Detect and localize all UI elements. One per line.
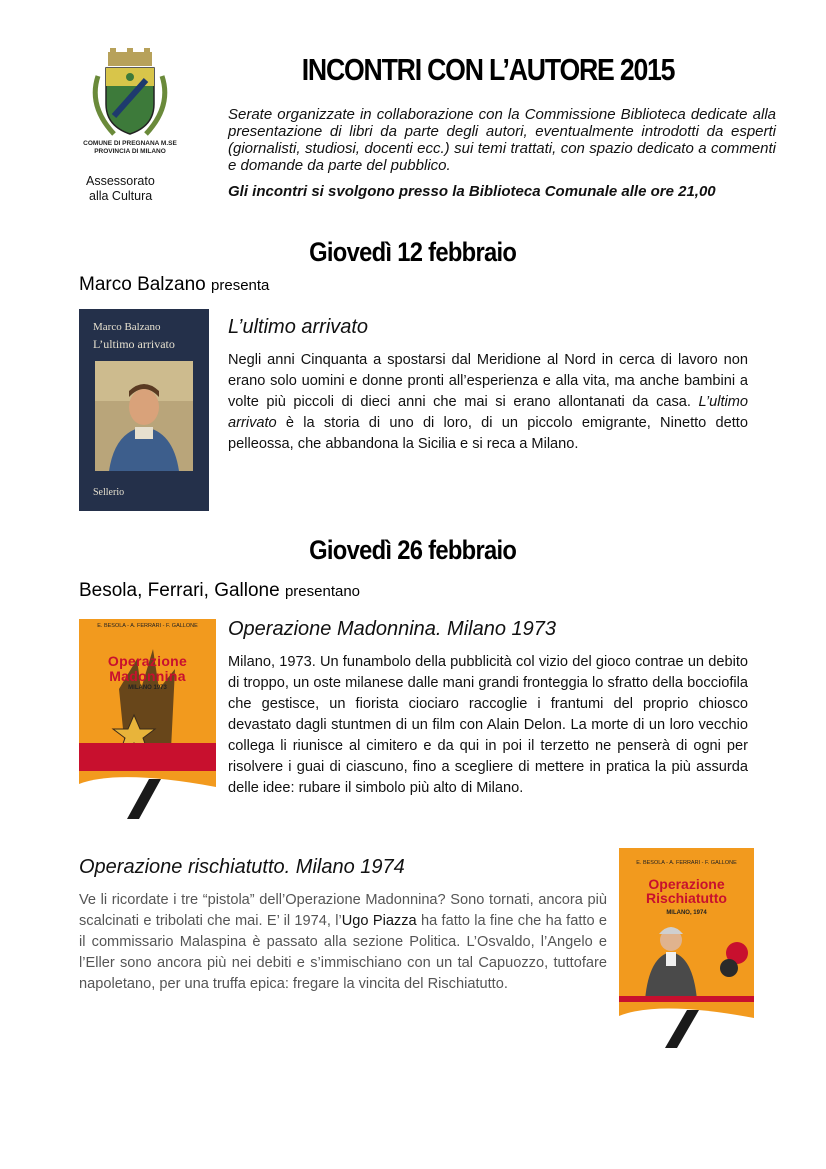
- event2-author1: Besola: [79, 580, 138, 601]
- cover2-title-line2: Madonnina: [109, 668, 186, 684]
- event2-book2-text-after: ha fatto la fine che ha fatto e il commissario Malaspina è passato alla sezione Politica. L’Osvaldo, l’Angelo e l’Eller sono ancora più nei debiti e s’immischiano con un tal Capuozzo, tuttofare napoletano, per una truffa epica: fregare la vincita del Rischiatutto.: [79, 913, 607, 992]
- coat-caption-line1: COMUNE DI PREGNANA M.SE: [83, 140, 177, 147]
- assessorato-line2: alla Cultura: [89, 189, 153, 203]
- assessorato-line1: Assessorato: [86, 174, 155, 188]
- event2-book2-title: Operazione rischiatutto. Milano 1974: [79, 856, 405, 878]
- event2-book2-text-before: Ve li ricordate i tre “pistola” dell’Operazione Madonnina? Sono tornati, ancora più scalcinati e tribolati che mai. E’ il 1974, l’: [79, 892, 607, 929]
- event1-text-before: Negli anni Cinquanta a spostarsi dal Meridione al Nord in cerca di lavoro non erano solo uomini e donne pronti all’esperienza e alla vita, ma anche bambini a volte più piccoli di dieci anni che mai si erano allontanati da casa.: [228, 352, 748, 410]
- event2-author3: Gallone: [214, 580, 280, 601]
- event1-text-italic: L’ultimo arrivato: [228, 394, 749, 431]
- cover1-portrait: [95, 361, 193, 471]
- event1-date: [0, 237, 826, 268]
- event2-date-text: Giovedì 26 febbraio: [309, 535, 517, 565]
- event2-verb: presentano: [284, 583, 361, 600]
- cover3-subtitle: MILANO, 1974: [666, 910, 707, 916]
- cover1-title: L’ultimo arrivato: [93, 337, 175, 351]
- event1-author: Marco Balzano: [79, 274, 206, 295]
- event2-comma2: ,: [203, 580, 209, 601]
- cover3-title-line1: Operazione: [648, 876, 725, 892]
- event1-verb: presenta: [211, 277, 270, 294]
- cover1-author: Marco Balzano: [93, 321, 161, 333]
- event1-text-after: è la storia di uno di loro, di un piccolo emigrante, Ninetto detto pelleossa, che abbandona la Sicilia e si reca a Milano.: [228, 415, 748, 452]
- event2-book2-highlight: Ugo Piazza: [341, 913, 417, 929]
- intro-schedule: Gli incontri si svolgono presso la Biblioteca Comunale alle ore 21,00: [228, 183, 716, 200]
- event2-book2-description: [79, 890, 607, 995]
- coat-caption-line2: PROVINCIA DI MILANO: [94, 148, 166, 155]
- assessorato-label: [86, 174, 176, 204]
- cover2-authors: E. BESOLA - A. FERRARI - F. GALLONE: [97, 623, 198, 629]
- cover3-title-line2: Rischiatutto: [646, 890, 727, 906]
- event2-book1-description: Milano, 1973. Un funambolo della pubblicità col vizio del gioco contrae un debito di troppo, un oste milanese dalle mani grandi fronteggia lo sfratto della bocciofila che gestisce, un fiorista ciociaro raccoglie i frantumi del proprio chiosco devastato dagli stuntmen di un film con Alain Delon. La morte di un loro vecchio collega li riunisce al cimitero e da qui in poi il terzetto ne penserà di ogni per risolvere i guai di ciascuno, fino a scegliere di mettere in pratica la più assurda delle idee: rubare il simbolo più alto di Milano.: [228, 654, 748, 796]
- event1-date-text: Giovedì 12 febbraio: [309, 237, 517, 267]
- event1-description: [228, 350, 748, 455]
- event2-book1-title: Operazione Madonnina. Milano 1973: [228, 618, 556, 640]
- cover3-authors: E. BESOLA - A. FERRARI - F. GALLONE: [636, 860, 737, 866]
- event2-author2: Ferrari: [147, 580, 204, 601]
- event1-presenter: [79, 274, 269, 296]
- event1-book-title: L’ultimo arrivato: [228, 316, 369, 338]
- event2-presenters: [79, 580, 360, 602]
- coat-caption: [78, 140, 182, 156]
- cover2-subtitle: MILANO 1973: [128, 685, 167, 691]
- page-title: INCONTRI CON L’AUTORE 2015: [301, 52, 675, 87]
- event2-comma1: ,: [137, 580, 143, 601]
- book-cover-operazione-rischiatutto: [619, 848, 754, 1048]
- book-cover-ultimo-arrivato: [79, 309, 209, 511]
- event2-date: [0, 535, 826, 566]
- cover1-publisher: Sellerio: [93, 487, 125, 498]
- cover2-title-line1: Operazione: [107, 653, 188, 669]
- book-cover-operazione-madonnina: [79, 619, 216, 819]
- intro-paragraph: Serate organizzate in collaborazione con la Commissione Biblioteca dedicate alla presentazione di libri da parte degli autori, eventualmente introdotti da esperti (giornalisti, studiosi, docenti ecc.) sui temi trattati, con spazio dedicato a commenti e domande da parte del pubblico.: [228, 106, 776, 174]
